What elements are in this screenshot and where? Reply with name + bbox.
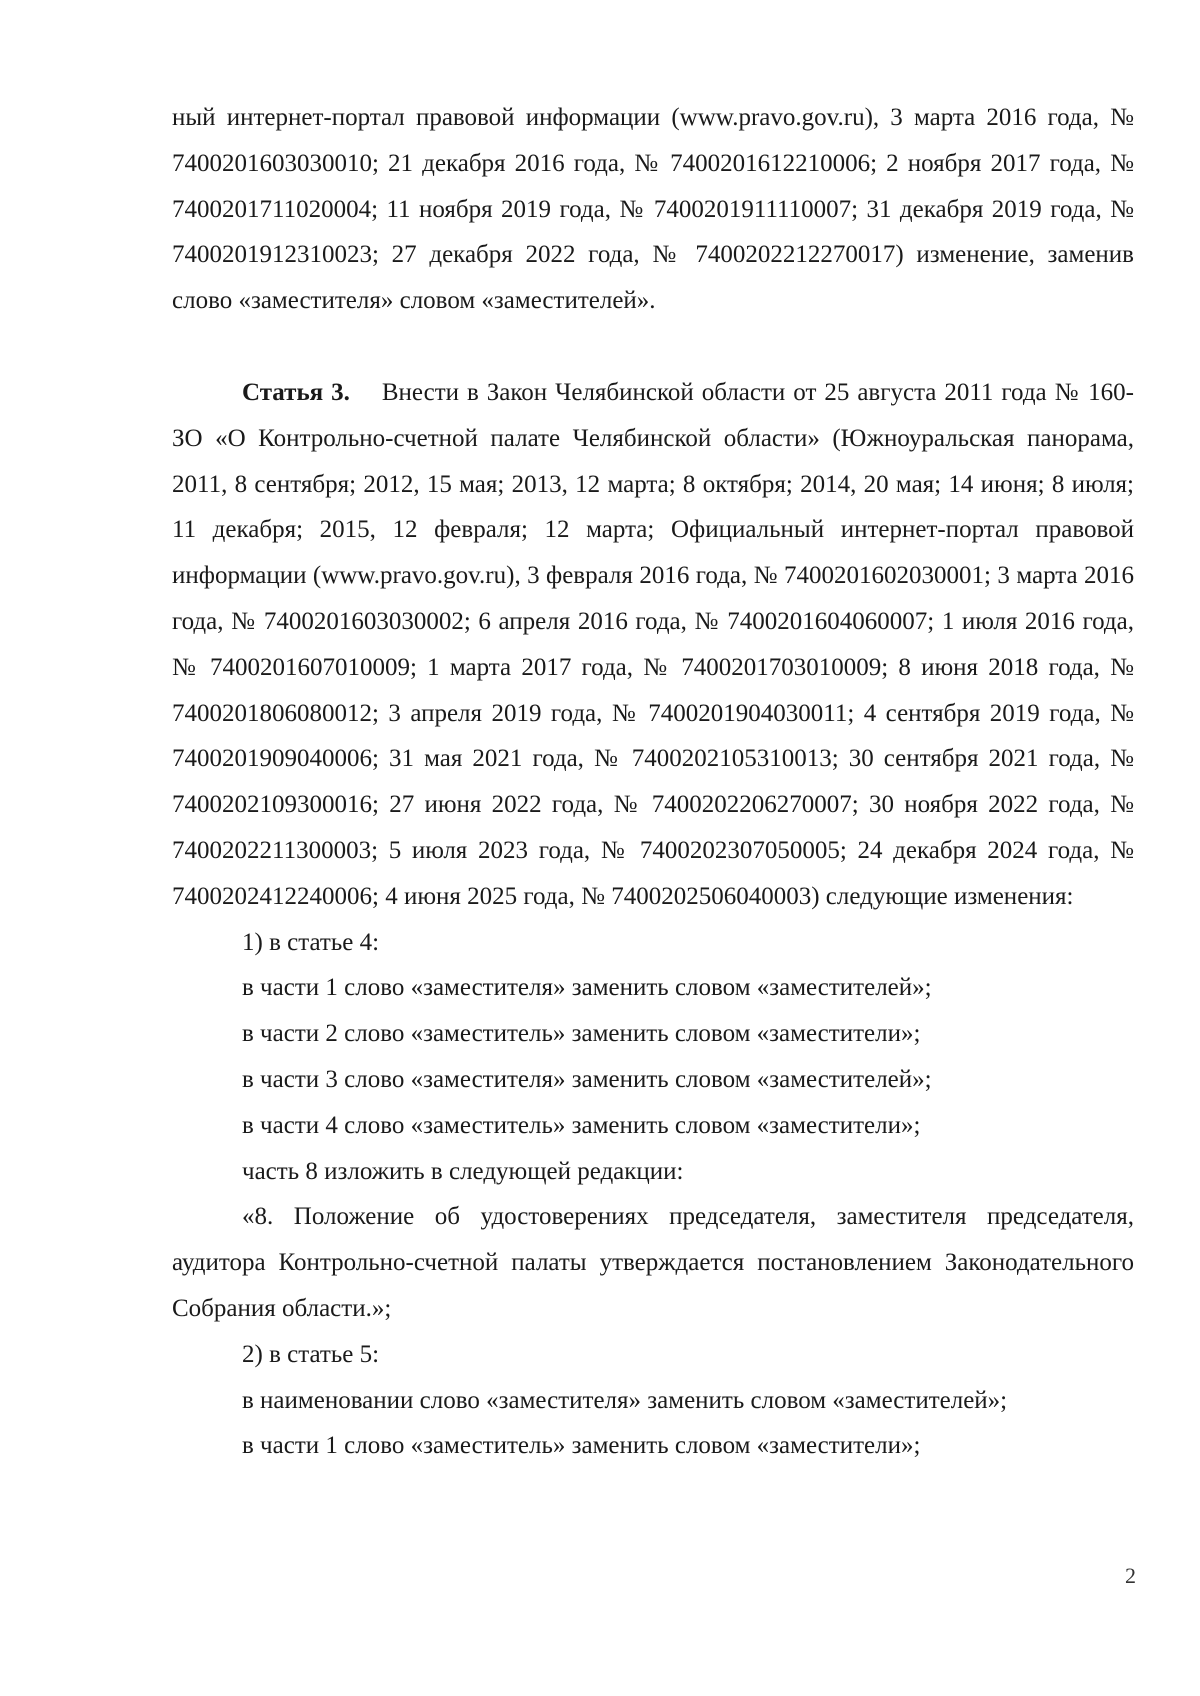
amendment-item: в части 3 слово «заместителя» заменить словом «заместителей»; <box>242 1065 932 1093</box>
paragraph-gap <box>172 324 1134 370</box>
continuation-paragraph: ный интернет-портал правовой информации (www.pravo.gov.ru), 3 марта 2016 года, № 7400201603030010; 21 декабря 2016 года, № 7400201612210006; 2 ноября 2017 года, № 7400201711020004; 11 ноября 2019 года, № 7400201911110007; 31 декабря 2019 года, № 7400201912310023; 27 декабря 2022 года, № 7400202212270017) изменение, заменив слово «заместителя» словом «заместителей». <box>172 104 1134 315</box>
amendment-item: часть 8 изложить в следующей редакции: <box>242 1157 684 1185</box>
document-body <box>172 95 1134 1469</box>
amendment-item: в части 1 слово «заместителя» заменить словом «заместителей»; <box>242 974 932 1002</box>
article-3-paragraph <box>172 370 1134 920</box>
amendment-item: 2) в статье 5: <box>242 1340 380 1368</box>
page-number: 2 <box>1125 1563 1136 1588</box>
quoted-new-wording: «8. Положение об удостоверениях председателя, заместителя председателя, аудитора Контрольно-счетной палаты утверждается постановлением Законодательного Собрания области.»; <box>172 1203 1134 1322</box>
amendment-item: в части 4 слово «заместитель» заменить словом «заместители»; <box>242 1111 921 1139</box>
article-3-heading: Статья 3. <box>242 378 350 406</box>
amendment-item: в части 2 слово «заместитель» заменить словом «заместители»; <box>242 1020 921 1048</box>
amendment-item: в наименовании слово «заместителя» заменить словом «заместителей»; <box>242 1386 1008 1414</box>
article-3-text: Внести в Закон Челябинской области от 25 августа 2011 года № 160-ЗО «О Контрольно-счетной палате Челябинской области» (Южноуральская панорама, 2011, 8 сентября; 2012, 15 мая; 2013, 12 марта; 8 октября; 2014, 20 мая; 14 июня; 8 июля; 11 декабря; 2015, 12 февраля; 12 марта; Официальный интернет-портал правовой информации (www.pravo.gov.ru), 3 февраля 2016 года, № 7400201602030001; 3 марта 2016 года, № 7400201603030002; 6 апреля 2016 года, № 7400201604060007; 1 июля 2016 года, № 7400201607010009; 1 марта 2017 года, № 7400201703010009; 8 июня 2018 года, № 7400201806080012; 3 апреля 2019 года, № 7400201904030011; 4 сентября 2019 года, № 7400201909040006; 31 мая 2021 года, № 7400202105310013; 30 сентября 2021 года, № 7400202109300016; 27 июня 2022 года, № 7400202206270007; 30 ноября 2022 года, № 7400202211300003; 5 июля 2023 года, № 7400202307050005; 24 декабря 2024 года, № 7400202412240006; 4 июня 2025 года, № 7400202506040003) следующие изменения: <box>172 378 1134 910</box>
amendment-item: в части 1 слово «заместитель» заменить словом «заместители»; <box>242 1432 921 1460</box>
amendment-item: 1) в статье 4: <box>242 928 380 956</box>
